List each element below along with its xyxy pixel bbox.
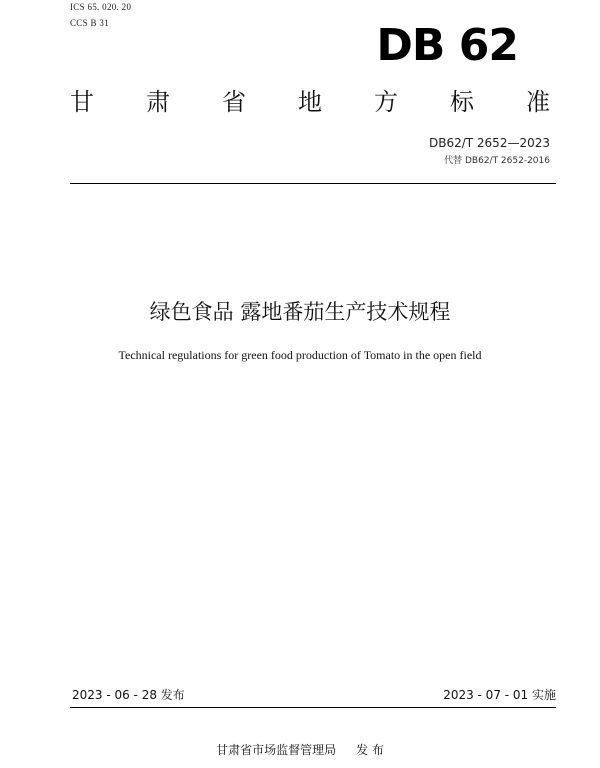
issuer-name: 甘肃省市场监督管理局 xyxy=(216,743,337,757)
ccs-code: CCS B 31 xyxy=(70,18,109,28)
document-title: 绿色食品 露地番茄生产技术规程 xyxy=(149,300,451,324)
standard-type-char: 方 xyxy=(374,88,398,116)
issuer-action: 发 布 xyxy=(356,743,384,757)
replaced-standard: 代替 DB62/T 2652-2016 xyxy=(444,156,550,166)
db-logo: DB 62 xyxy=(376,20,518,71)
standard-type-title xyxy=(70,86,550,118)
issuer-line xyxy=(0,742,600,758)
standard-type-char: 甘 xyxy=(70,88,94,116)
standard-type-char: 省 xyxy=(222,88,246,116)
ics-code: ICS 65. 020. 20 xyxy=(70,2,132,12)
implementation-date: 2023 - 07 - 01 实施 xyxy=(443,688,556,702)
document-title-english: Technical regulations for green food production of Tomato in the open field xyxy=(118,348,482,362)
standard-type-char: 地 xyxy=(298,88,322,116)
standard-type-char: 准 xyxy=(526,88,550,116)
bottom-divider xyxy=(70,707,556,708)
standard-type-char: 肃 xyxy=(146,88,170,116)
standard-type-char: 标 xyxy=(450,88,474,116)
standard-number: DB62/T 2652—2023 xyxy=(428,136,550,150)
issue-date: 2023 - 06 - 28 发布 xyxy=(72,688,185,702)
top-divider xyxy=(70,183,556,184)
